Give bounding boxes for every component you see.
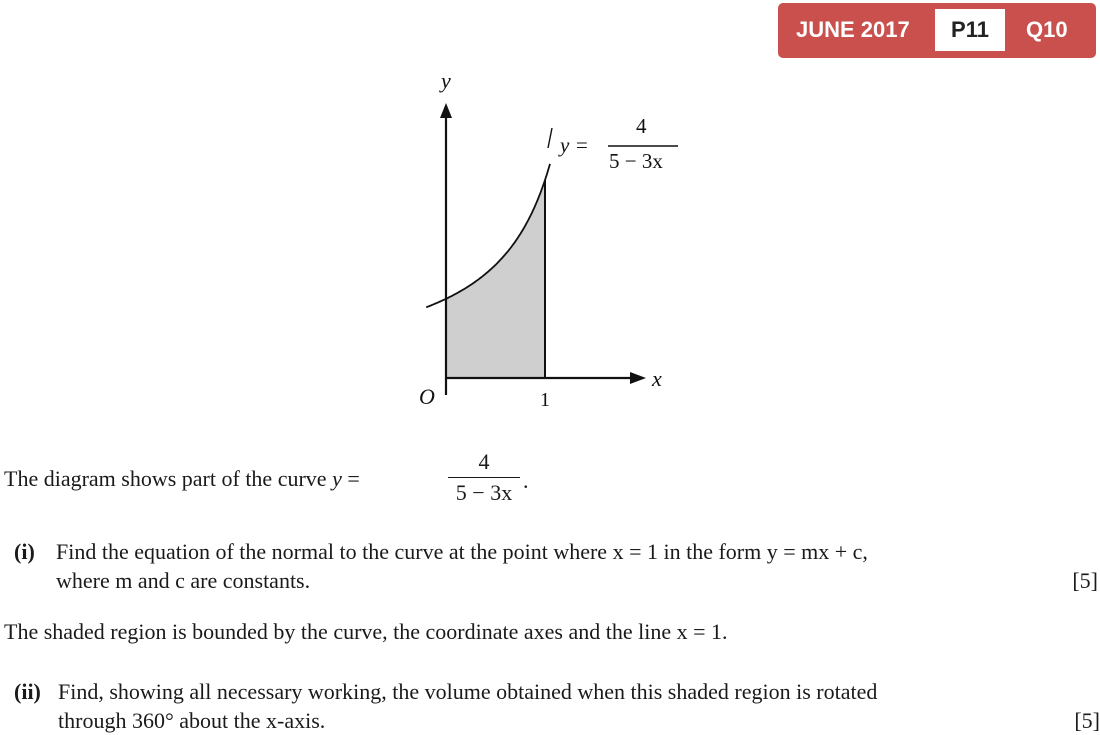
x-axis-label: x (652, 366, 662, 391)
x-tick-label: 1 (540, 389, 550, 411)
curve-eq-denominator: 5 − 3x (609, 149, 663, 173)
intro-denominator: 5 − 3x (455, 480, 513, 505)
intro-eq: = (341, 466, 360, 491)
part-ii-label: (ii) (14, 679, 41, 704)
curve-eq-lhs: y = (560, 133, 589, 157)
part-i-line1: Find the equation of the normal to the curve at the point where x = 1 in the form y = mx + c, (56, 539, 868, 564)
part-i-line2: where m and c are constants. (56, 568, 311, 593)
shaded-region-text: The shaded region is bounded by the curve, the coordinate axes and the line x = 1. (4, 619, 728, 644)
shaded-region (446, 180, 545, 378)
intro-fraction (448, 449, 520, 506)
part-i-marks: [5] (1072, 568, 1098, 593)
part-ii (14, 677, 1100, 735)
origin-label: O (419, 384, 435, 409)
intro-text (4, 466, 360, 492)
y-axis-label: y (441, 68, 451, 93)
question-number: Q10 (1026, 17, 1068, 42)
part-ii-marks: [5] (1074, 708, 1100, 733)
intro-numerator: 4 (478, 449, 490, 474)
part-ii-line2: through 360° about the x-axis. (58, 708, 326, 733)
part-ii-line1: Find, showing all necessary working, the volume obtained when this shaded region is rotated (58, 679, 878, 704)
curve-eq-numerator: 4 (636, 114, 647, 138)
intro-var: y (332, 466, 342, 491)
intro-prefix: The diagram shows part of the curve (4, 466, 333, 491)
part-i-label: (i) (14, 539, 35, 564)
intro-end: . (523, 468, 529, 493)
exam-session: JUNE 2017 (796, 17, 910, 42)
curve-label-leader (548, 128, 552, 148)
part-i (14, 537, 1098, 595)
intro-fraction-bar (448, 477, 520, 478)
y-axis-arrow (440, 103, 452, 118)
paper-number: P11 (935, 9, 1005, 51)
x-axis-arrow (630, 372, 646, 384)
